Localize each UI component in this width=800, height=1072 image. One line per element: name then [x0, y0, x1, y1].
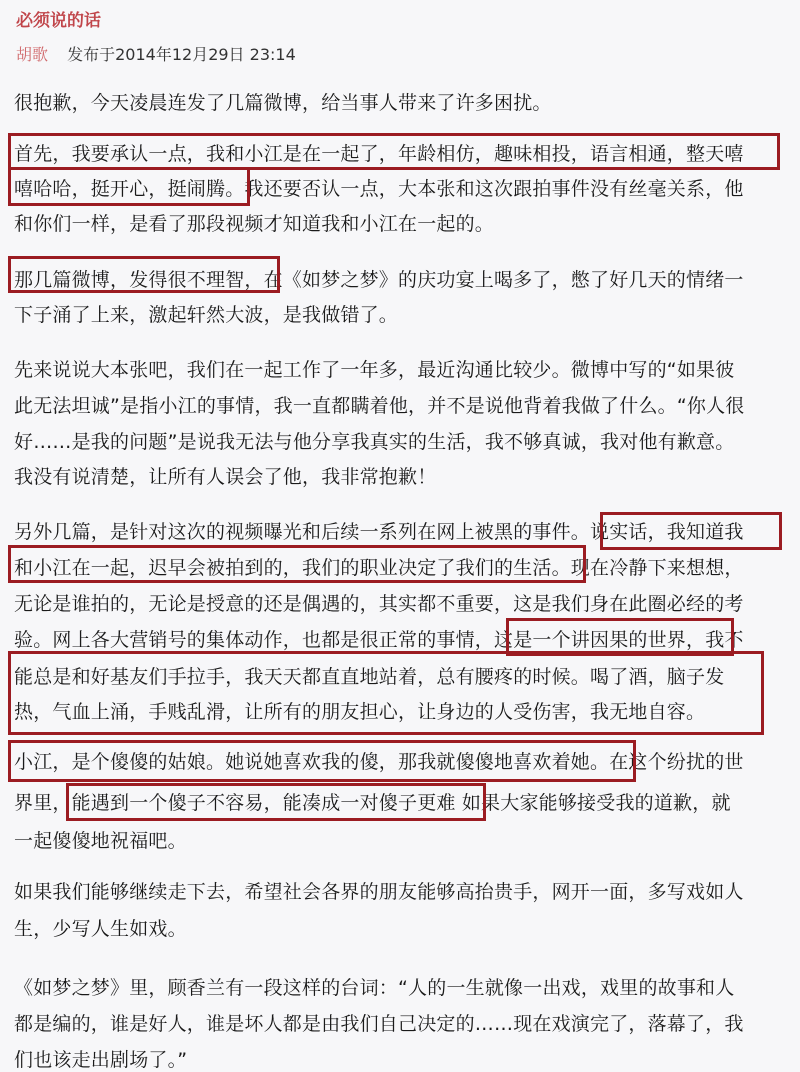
text-line: 生，少写人生如戏。 [14, 918, 187, 940]
text-line: 那几篇微博，发得很不理智，在《如梦之梦》的庆功宴上喝多了，憋了好几天的情绪一 [14, 269, 744, 291]
article-title: 必须说的话 [16, 11, 101, 31]
text-line: 和你们一样，是看了那段视频才知道我和小江在一起的。 [14, 213, 495, 235]
text-line: 验。网上各大营销号的集体动作，也都是很正常的事情，这是一个讲因果的世界，我不 [14, 629, 744, 651]
text-line: 如果我们能够继续走下去，希望社会各界的朋友能够高抬贵手，网开一面，多写戏如人 [14, 881, 744, 903]
text-line: 小江，是个傻傻的姑娘。她说她喜欢我的傻，那我就傻傻地喜欢着她。在这个纷扰的世 [14, 751, 744, 773]
text-line: 好……是我的问题”是说我无法与他分享我真实的生活，我不够真诚，我对他有歉意。 [14, 431, 735, 453]
text-line: 另外几篇，是针对这次的视频曝光和后续一系列在网上被黑的事件。说实话，我知道我 [14, 521, 744, 543]
article-meta [16, 42, 296, 65]
text-line: 下子涌了上来，激起轩然大波，是我做错了。 [14, 304, 399, 326]
text-line: 此无法坦诚”是指小江的事情，我一直都瞒着他，并不是说他背着我做了什么。“你人很 [14, 395, 745, 417]
text-line: 界里，能遇到一个傻子不容易，能凑成一对傻子更难 如果大家能够接受我的道歉，就 [14, 792, 731, 814]
publish-date: 发布于2014年12月29日 23:14 [67, 45, 296, 64]
text-line: 和小江在一起，迟早会被拍到的，我们的职业决定了我们的生活。现在冷静下来想想， [14, 557, 744, 579]
text-line: 都是编的，谁是好人，谁是坏人都是由我们自己决定的……现在戏演完了，落幕了，我 [14, 1013, 744, 1035]
text-line: 《如梦之梦》里，顾香兰有一段这样的台词：“人的一生就像一出戏，戏里的故事和人 [14, 977, 735, 999]
text-line: 我没有说清楚，让所有人误会了他，我非常抱歉！ [14, 466, 437, 488]
text-line: 一起傻傻地祝福吧。 [14, 830, 187, 852]
text-line: 首先，我要承认一点，我和小江是在一起了，年龄相仿，趣味相投，语言相通，整天嘻 [14, 143, 744, 165]
author-name[interactable]: 胡歌 [16, 45, 49, 64]
text-line: 们也该走出剧场了。” [14, 1049, 188, 1071]
text-line: 无论是谁拍的，无论是授意的还是偶遇的，其实都不重要，这是我们身在此圈必经的考 [14, 593, 744, 615]
text-line: 先来说说大本张吧，我们在一起工作了一年多，最近沟通比较少。微博中写的“如果彼 [14, 359, 735, 381]
text-line: 能总是和好基友们手拉手，我天天都直直地站着，总有腰疼的时候。喝了酒，脑子发 [14, 666, 725, 688]
text-line: 热，气血上涌，手贱乱滑，让所有的朋友担心，让身边的人受伤害，我无地自容。 [14, 701, 706, 723]
text-line: 嘻哈哈，挺开心，挺闹腾。我还要否认一点，大本张和这次跟拍事件没有丝毫关系，他 [14, 178, 744, 200]
text-line: 很抱歉，今天凌晨连发了几篇微博，给当事人带来了许多困扰。 [14, 92, 552, 114]
